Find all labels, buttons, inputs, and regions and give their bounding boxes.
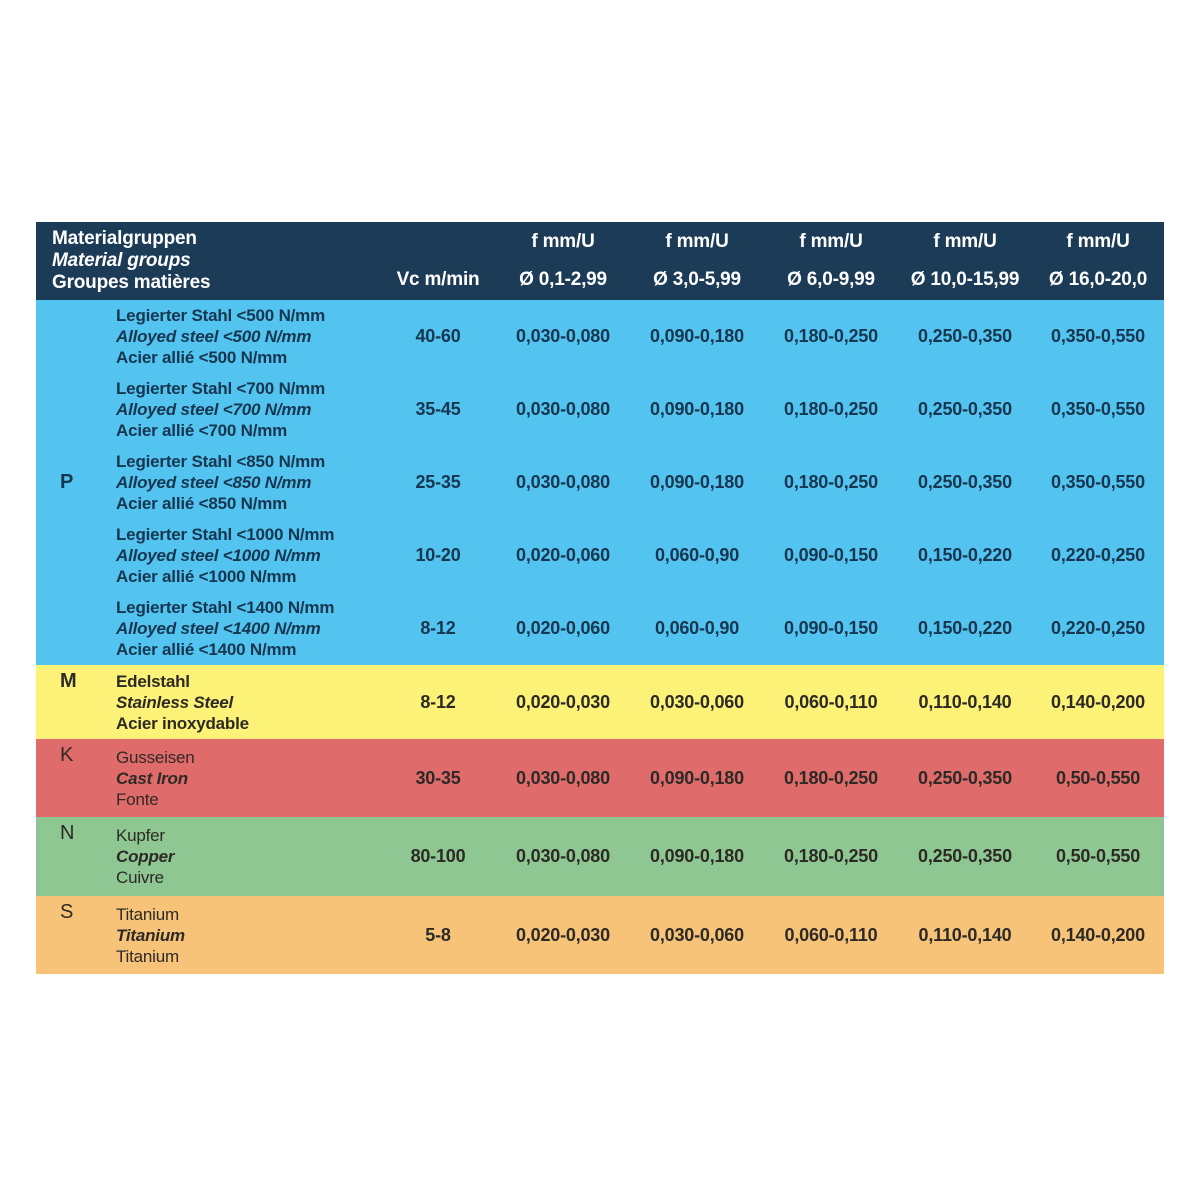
feed-value: 0,150-0,220 <box>918 618 1012 638</box>
feed-value: 0,030-0,060 <box>650 924 744 945</box>
material-name-de: Legierter Stahl <1000 N/mm <box>116 525 335 544</box>
material-name-de: Legierter Stahl <700 N/mm <box>116 379 326 398</box>
material-name-fr: Acier allié <700 N/mm <box>116 421 288 440</box>
heading-fr: Groupes matières <box>52 272 211 293</box>
material-name-en: Alloyed steel <1400 N/mm <box>116 619 321 638</box>
feed-value: 0,220-0,250 <box>1051 618 1145 638</box>
material-name-en: Alloyed steel <1000 N/mm <box>116 546 321 565</box>
vc-value: 30-35 <box>415 767 461 788</box>
table-row <box>116 896 1164 974</box>
material-name-de: Titanium <box>116 904 179 924</box>
feed-value: 0,060-0,90 <box>654 545 740 565</box>
material-label <box>116 451 380 514</box>
diameter-range-label: Ø 16,0-20,0 <box>1048 269 1148 290</box>
material-name-fr: Acier allié <1000 N/mm <box>116 567 297 586</box>
cutting-data-table <box>36 222 1164 974</box>
section-m-stainless-steel <box>36 665 1164 739</box>
section-s-rows <box>116 896 1164 974</box>
feed-value: 0,090-0,180 <box>650 399 744 419</box>
feed-value: 0,020-0,030 <box>516 924 610 945</box>
material-name-de: Legierter Stahl <500 N/mm <box>116 306 326 325</box>
vc-value: 25-35 <box>415 472 461 492</box>
material-name-fr: Fonte <box>116 789 159 809</box>
table-row <box>116 817 1164 896</box>
table-row <box>116 300 1164 373</box>
material-name-de: Edelstahl <box>116 671 190 691</box>
material-group-letter-s: S <box>60 901 74 923</box>
feed-value: 0,090-0,150 <box>784 545 878 565</box>
feed-value: 0,090-0,150 <box>784 618 878 638</box>
table-row <box>116 739 1164 817</box>
vc-value: 35-45 <box>415 399 461 419</box>
vc-value: 8-12 <box>420 691 456 712</box>
section-n-rows <box>116 817 1164 896</box>
feed-value: 0,350-0,550 <box>1051 326 1145 346</box>
material-group-letter-k: K <box>60 744 74 766</box>
feed-column-header-3 <box>764 222 898 300</box>
feed-value: 0,140-0,200 <box>1051 924 1145 945</box>
feed-value: 0,180-0,250 <box>784 846 878 866</box>
feed-value: 0,060-0,90 <box>654 618 740 638</box>
table-row <box>116 519 1164 592</box>
material-name-fr: Acier allié <500 N/mm <box>116 348 288 367</box>
material-label <box>116 825 380 888</box>
feed-value: 0,030-0,080 <box>516 767 610 788</box>
feed-unit-label: f mm/U <box>933 231 997 252</box>
material-group-letter-m: M <box>60 670 77 692</box>
vc-value: 40-60 <box>415 326 461 346</box>
feed-value: 0,090-0,180 <box>650 846 744 866</box>
material-label <box>116 378 380 441</box>
section-p-alloyed-steel <box>36 300 1164 665</box>
section-n-copper <box>36 817 1164 896</box>
material-name-de: Legierter Stahl <850 N/mm <box>116 452 326 471</box>
feed-value: 0,150-0,220 <box>918 545 1012 565</box>
section-k-cast-iron <box>36 739 1164 817</box>
feed-value: 0,180-0,250 <box>784 767 878 788</box>
material-label <box>116 524 380 587</box>
section-s-titanium <box>36 896 1164 974</box>
feed-value: 0,350-0,550 <box>1051 472 1145 492</box>
section-k-rows <box>116 739 1164 817</box>
material-name-en: Alloyed steel <850 N/mm <box>116 473 312 492</box>
material-name-en: Alloyed steel <700 N/mm <box>116 400 312 419</box>
feed-value: 0,180-0,250 <box>784 326 878 346</box>
section-p-rows <box>116 300 1164 665</box>
diameter-range-label: Ø 3,0-5,99 <box>653 269 741 290</box>
feed-column-header-4 <box>898 222 1032 300</box>
material-name-fr: Acier allié <850 N/mm <box>116 494 288 513</box>
vc-value: 80-100 <box>410 846 466 866</box>
feed-value: 0,060-0,110 <box>784 691 878 712</box>
feed-column-header-2 <box>630 222 764 300</box>
section-m-rows <box>116 665 1164 739</box>
material-name-fr: Acier allié <1400 N/mm <box>116 640 297 659</box>
feed-value: 0,250-0,350 <box>918 846 1012 866</box>
vc-value: 5-8 <box>425 924 451 945</box>
material-name-de: Legierter Stahl <1400 N/mm <box>116 598 335 617</box>
feed-value: 0,250-0,350 <box>918 326 1012 346</box>
feed-value: 0,250-0,350 <box>918 472 1012 492</box>
diameter-range-label: Ø 10,0-15,99 <box>910 269 1020 290</box>
vc-column-header: Vc m/min <box>396 269 480 290</box>
material-name-de: Kupfer <box>116 826 165 845</box>
feed-value: 0,50-0,550 <box>1055 846 1141 866</box>
table-row <box>116 373 1164 446</box>
feed-value: 0,140-0,200 <box>1051 691 1145 712</box>
material-label <box>116 904 380 967</box>
feed-value: 0,020-0,060 <box>516 545 610 565</box>
material-label <box>116 671 380 734</box>
table-row <box>116 446 1164 519</box>
feed-value: 0,250-0,350 <box>918 399 1012 419</box>
feed-column-header-5 <box>1032 222 1164 300</box>
material-name-en: Alloyed steel <500 N/mm <box>116 327 312 346</box>
material-name-en: Stainless Steel <box>116 692 234 712</box>
feed-value: 0,090-0,180 <box>650 472 744 492</box>
feed-unit-label: f mm/U <box>531 231 595 252</box>
diameter-range-label: Ø 0,1-2,99 <box>519 269 607 290</box>
table-row <box>116 592 1164 665</box>
heading-en: Material groups <box>52 250 191 271</box>
material-label <box>116 747 380 810</box>
feed-unit-label: f mm/U <box>1066 231 1130 252</box>
feed-value: 0,50-0,550 <box>1055 767 1141 788</box>
feed-value: 0,180-0,250 <box>784 399 878 419</box>
vc-value: 10-20 <box>415 545 461 565</box>
material-name-en: Copper <box>116 847 175 866</box>
material-name-fr: Cuivre <box>116 868 164 887</box>
table-row <box>116 665 1164 739</box>
feed-value: 0,220-0,250 <box>1051 545 1145 565</box>
material-name-fr: Titanium <box>116 946 179 966</box>
feed-value: 0,030-0,060 <box>650 691 744 712</box>
feed-value: 0,030-0,080 <box>516 326 610 346</box>
feed-value: 0,020-0,060 <box>516 618 610 638</box>
feed-value: 0,250-0,350 <box>918 767 1012 788</box>
feed-value: 0,030-0,080 <box>516 846 610 866</box>
table-header <box>36 222 1164 300</box>
feed-column-header-1 <box>496 222 630 300</box>
feed-unit-label: f mm/U <box>799 231 863 252</box>
feed-value: 0,090-0,180 <box>650 767 744 788</box>
heading-de: Materialgruppen <box>52 228 197 249</box>
material-label <box>116 597 380 660</box>
feed-value: 0,090-0,180 <box>650 326 744 346</box>
feed-value: 0,030-0,080 <box>516 399 610 419</box>
material-group-letter-p: P <box>60 471 74 493</box>
material-group-letter-n: N <box>60 822 75 844</box>
feed-value: 0,110-0,140 <box>918 691 1012 712</box>
material-name-en: Titanium <box>116 925 185 945</box>
feed-value: 0,020-0,030 <box>516 691 610 712</box>
material-name-de: Gusseisen <box>116 747 195 767</box>
feed-value: 0,060-0,110 <box>784 924 878 945</box>
feed-value: 0,180-0,250 <box>784 472 878 492</box>
feed-value: 0,030-0,080 <box>516 472 610 492</box>
material-groups-heading <box>36 222 380 300</box>
feed-value: 0,110-0,140 <box>918 924 1012 945</box>
feed-unit-label: f mm/U <box>665 231 729 252</box>
material-name-fr: Acier inoxydable <box>116 713 249 733</box>
material-label <box>116 305 380 368</box>
vc-value: 8-12 <box>420 618 456 638</box>
diameter-range-label: Ø 6,0-9,99 <box>787 269 875 290</box>
material-name-en: Cast Iron <box>116 768 188 788</box>
feed-value: 0,350-0,550 <box>1051 399 1145 419</box>
